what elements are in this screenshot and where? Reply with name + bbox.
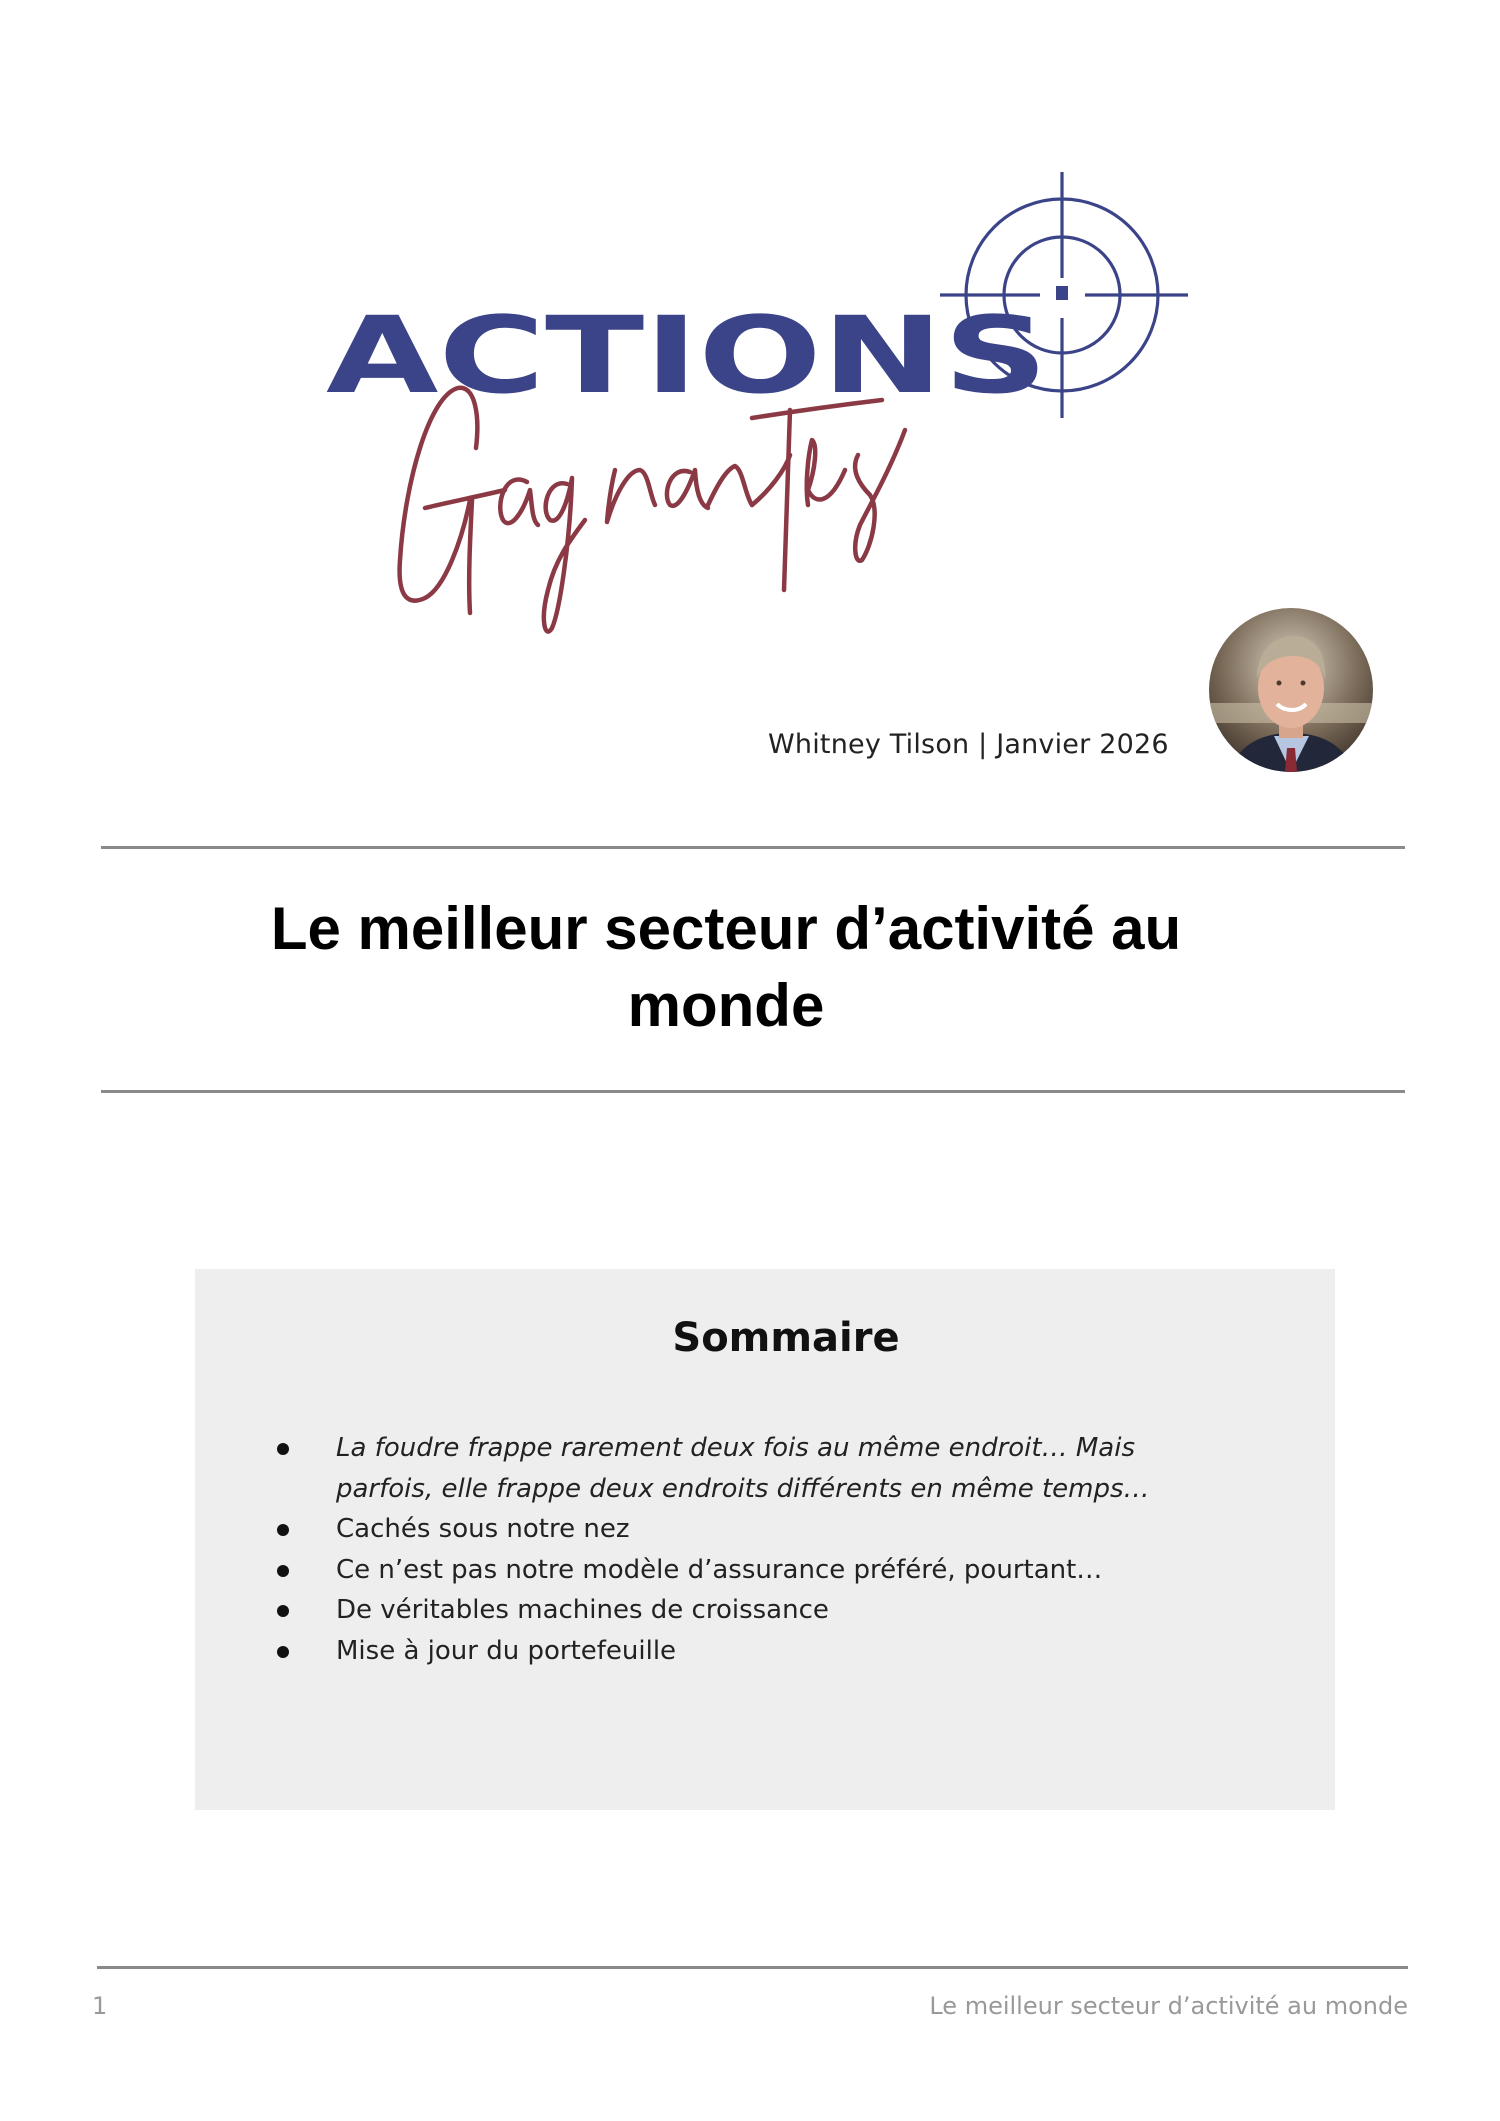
- summary-item[interactable]: [277, 1428, 1236, 1509]
- page-title: [101, 890, 1405, 1044]
- logo-artwork: [0, 0, 1500, 700]
- summary-item[interactable]: [277, 1550, 1236, 1591]
- page-title-line-1: Le meilleur secteur d’activité au: [270, 895, 1182, 962]
- title-top-divider: [101, 846, 1405, 849]
- summary-item[interactable]: [277, 1590, 1236, 1631]
- page-title-line-2: monde: [627, 972, 825, 1039]
- portrait-image: [1209, 608, 1373, 772]
- summary-item-text: De véritables machines de croissance: [336, 1595, 829, 1625]
- logo-word-actions: ACTIONS: [326, 294, 1048, 417]
- author-byline: Whitney Tilson | Janvier 2026: [768, 729, 1169, 760]
- bullet-icon: [277, 1565, 289, 1577]
- summary-list: [277, 1428, 1236, 1671]
- footer-running-title: Le meilleur secteur d’activité au monde: [929, 1992, 1408, 2020]
- summary-item-text: Cachés sous notre nez: [336, 1514, 630, 1544]
- bullet-icon: [277, 1443, 289, 1455]
- bullet-icon: [277, 1646, 289, 1658]
- bullet-icon: [277, 1605, 289, 1617]
- summary-item-text: Mise à jour du portefeuille: [336, 1635, 677, 1666]
- summary-item-text: Ce n’est pas notre modèle d’assurance préféré, pourtant…: [336, 1554, 1103, 1585]
- title-bottom-divider: [101, 1090, 1405, 1093]
- footer-divider: [97, 1966, 1408, 1969]
- author-avatar: [1209, 608, 1373, 772]
- summary-item[interactable]: [277, 1631, 1236, 1672]
- summary-heading: Sommaire: [672, 1315, 900, 1361]
- page-number: 1: [92, 1992, 108, 2020]
- bullet-icon: [277, 1524, 289, 1536]
- logo-word-gagnantes: [400, 388, 905, 632]
- brand-logo: [0, 0, 1500, 700]
- summary-item-text: La foudre frappe rarement deux fois au même endroit… Mais parfois, elle frappe deux endroits différents en même temps…: [336, 1433, 1150, 1504]
- summary-item[interactable]: [277, 1509, 1236, 1550]
- summary-box: [195, 1269, 1335, 1810]
